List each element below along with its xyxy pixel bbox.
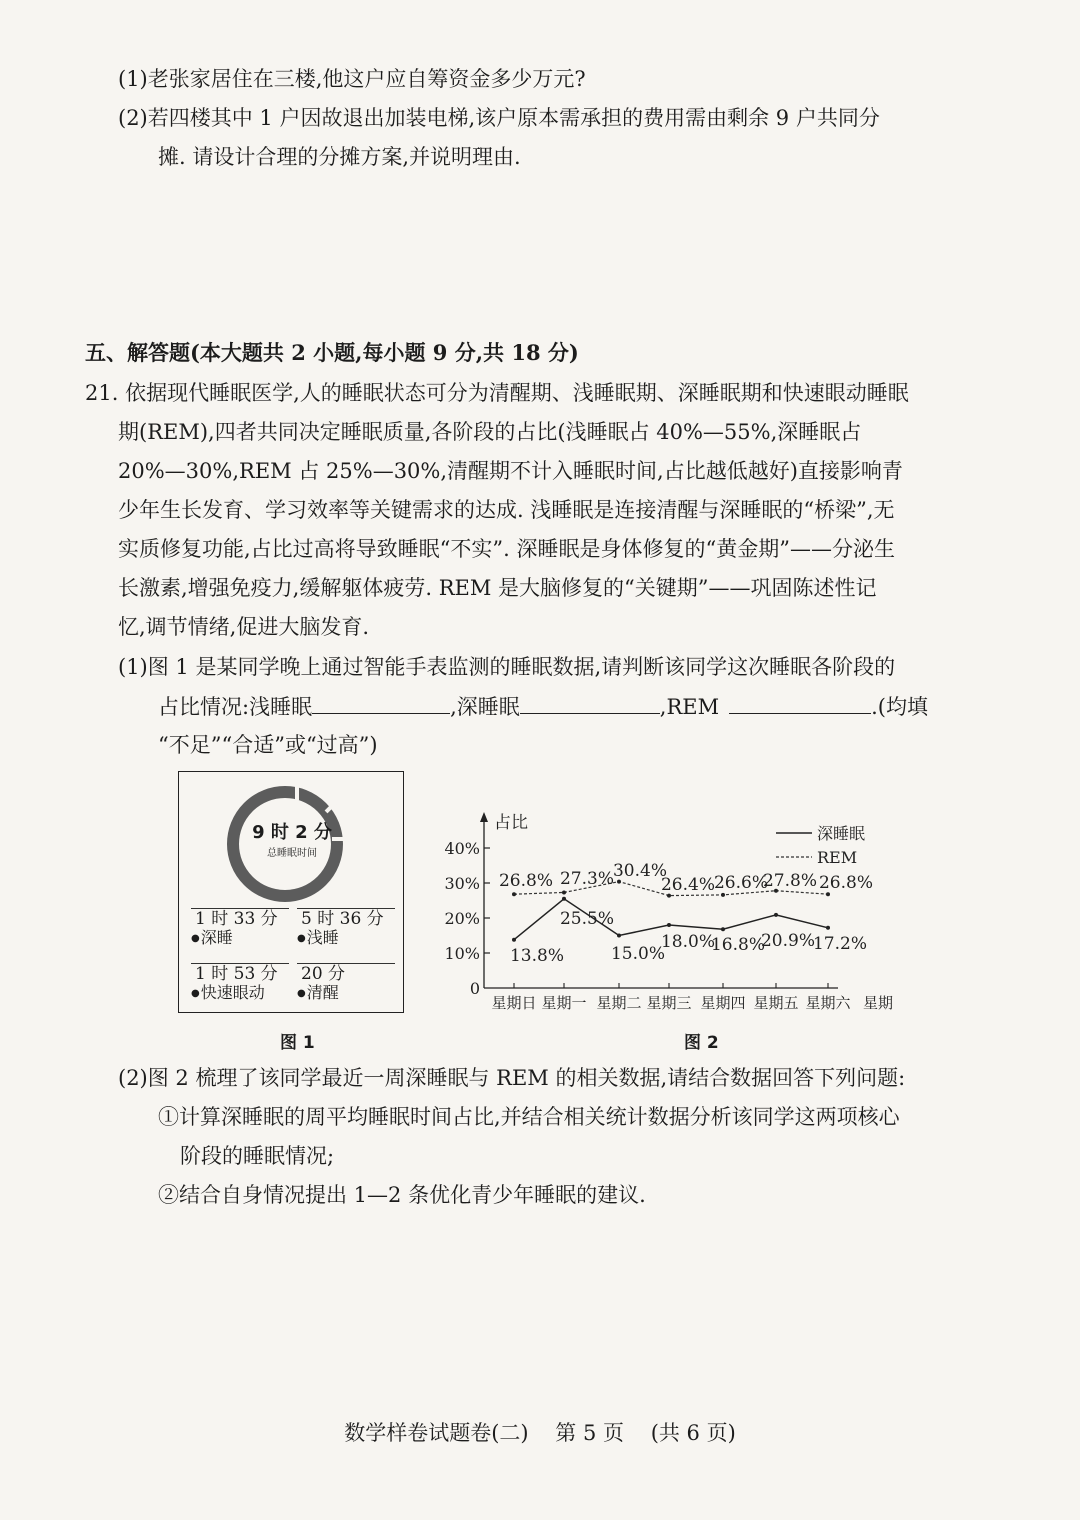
q21-part2: (2)图 2 梳理了该同学最近一周深睡眠与 REM 的相关数据,请结合数据回答下列问题:: [118, 1066, 906, 1090]
deep-sleep-data-label: 17.2%: [812, 934, 868, 954]
deep-sleep-data-label: 13.8%: [509, 946, 565, 966]
legend-rem-label: REM: [817, 848, 858, 867]
bullet-dot-icon: ●: [297, 987, 306, 999]
stat-label-row: [191, 984, 289, 1003]
figure2-caption: 图 2: [684, 1033, 719, 1053]
x-tick-label: 星期六: [805, 994, 851, 1012]
answer-blank-deep-sleep[interactable]: [520, 691, 660, 714]
q21-intro-line: 期(REM),四者共同决定睡眠质量,各阶段的占比(浅睡眠占 40%—55%,深睡眠占: [118, 420, 862, 444]
rem-data-label: 26.6%: [713, 873, 769, 893]
rem-data-label: 26.4%: [660, 875, 716, 895]
q21-intro-line: 实质修复功能,占比过高将导致睡眠“不实”. 深睡眠是身体修复的“黄金期”——分泌生: [118, 537, 895, 561]
deep-sleep-point: [826, 926, 830, 930]
x-tick-label: 星期一: [541, 994, 587, 1012]
rem-data-label: 27.8%: [762, 871, 818, 891]
stat-time: 20 分: [301, 964, 346, 984]
y-tick-label: 0: [469, 979, 480, 998]
stat-deep-sleep: [191, 908, 289, 948]
deep-sleep-point: [774, 913, 778, 917]
deep-sleep-point: [617, 934, 621, 938]
stat-label: 清醒: [306, 983, 339, 1002]
x-tick-label: 星期四: [700, 994, 746, 1012]
q21-part1-text: .(均填: [871, 695, 928, 719]
stat-label-row: [297, 984, 395, 1003]
stat-label: 浅睡: [306, 928, 339, 947]
q21-part2-sub1-line2: 阶段的睡眠情况;: [180, 1144, 335, 1168]
q20-part2-line1: (2)若四楼其中 1 户因故退出加装电梯,该户原本需承担的费用需由剩余 9 户共同分: [118, 106, 880, 130]
y-tick-label: 40%: [444, 839, 480, 858]
q21-part2-sub1-line1: ①计算深睡眠的周平均睡眠时间占比,并结合相关统计数据分析该同学这两项核心: [158, 1105, 900, 1129]
y-axis-label: 占比: [494, 813, 528, 833]
bullet-dot-icon: ●: [191, 987, 200, 999]
figure1-caption: 图 1: [280, 1033, 315, 1053]
footer-title: 数学样卷试题卷(二): [344, 1421, 529, 1445]
q20-part2-line2: 摊. 请设计合理的分摊方案,并说明理由.: [158, 145, 521, 169]
deep-sleep-point: [512, 938, 516, 942]
q21-intro-line: 忆,调节情绪,促进大脑发育.: [118, 615, 370, 639]
bullet-dot-icon: ●: [297, 932, 306, 944]
footer-total: (共 6 页): [650, 1421, 736, 1445]
rem-data-label: 26.8%: [498, 871, 554, 891]
x-tick-label: 星期五: [753, 994, 799, 1012]
rem-data-label: 27.3%: [559, 869, 615, 889]
deep-sleep-point: [721, 927, 725, 931]
total-sleep-time: 9 时 2 分: [252, 822, 332, 843]
stat-awake: [297, 963, 395, 1003]
rem-point: [562, 890, 566, 894]
stat-light-sleep: [297, 908, 395, 948]
q21-part1-text: ,REM: [659, 695, 720, 719]
x-tick-label: 星期日: [491, 994, 537, 1012]
deep-sleep-data-label: 16.8%: [710, 935, 766, 955]
y-tick-label: 10%: [444, 944, 480, 963]
section-heading: 五、解答题(本大题共 2 小题,每小题 9 分,共 18 分): [85, 340, 579, 365]
footer-page: 第 5 页: [555, 1421, 624, 1445]
y-tick-label: 30%: [444, 874, 480, 893]
figure1-watch-panel: [178, 771, 404, 1013]
x-tick-label: 星期三: [646, 994, 692, 1012]
q21-part1-text: ,深睡眠: [450, 695, 520, 719]
q21-intro-line: 20%—30%,REM 占 25%—30%,清醒期不计入睡眠时间,占比越低越好)直接影响青: [118, 459, 903, 483]
q21-part1-text: 占比情况:浅睡眠: [158, 695, 313, 719]
rem-data-label: 26.8%: [818, 873, 874, 893]
bullet-dot-icon: ●: [191, 932, 200, 944]
q21-intro-line: 长激素,增强免疫力,缓解躯体疲劳. REM 是大脑修复的“关键期”——巩固陈述性记: [118, 576, 877, 600]
q21-part1-line2: [158, 691, 928, 722]
figure2-line-chart: [430, 800, 930, 1025]
answer-blank-light-sleep[interactable]: [312, 691, 450, 714]
deep-sleep-data-label: 15.0%: [610, 944, 666, 964]
y-tick-label: 20%: [444, 909, 480, 928]
deep-sleep-point: [667, 923, 671, 927]
stat-time: 1 时 33 分: [195, 909, 278, 929]
stat-rem: [191, 963, 289, 1003]
q21-part2-sub2: ②结合自身情况提出 1—2 条优化青少年睡眠的建议.: [158, 1183, 646, 1207]
stat-label: 快速眼动: [200, 983, 265, 1002]
stat-time: 5 时 36 分: [301, 909, 384, 929]
stat-time: 1 时 53 分: [195, 964, 278, 984]
stat-label: 深睡: [200, 928, 233, 947]
deep-sleep-data-label: 25.5%: [559, 909, 615, 929]
q21-intro-line: 21. 依据现代睡眠医学,人的睡眠状态可分为清醒期、浅睡眠期、深睡眠期和快速眼动睡眠: [85, 381, 909, 405]
rem-data-label: 30.4%: [612, 861, 668, 881]
stat-label-row: [191, 929, 289, 948]
q21-part1-line3: “不足”“合适”或“过高”): [158, 733, 378, 757]
total-sleep-label: 总睡眠时间: [267, 848, 317, 859]
deep-sleep-data-label: 18.0%: [660, 932, 716, 952]
rem-point: [721, 893, 725, 897]
ring-segment-gap: [295, 786, 299, 800]
rem-point: [512, 892, 516, 896]
q21-intro-line: 少年生长发育、学习效率等关键需求的达成. 浅睡眠是连接清醒与深睡眠的“桥梁”,无: [118, 498, 895, 522]
x-axis-label: 星期: [862, 994, 894, 1012]
deep-sleep-data-label: 20.9%: [760, 931, 816, 951]
y-axis-arrow-icon: [480, 812, 488, 822]
page-footer: [0, 1417, 1080, 1447]
x-tick-label: 星期二: [596, 994, 642, 1012]
answer-blank-rem[interactable]: [729, 691, 871, 714]
stat-label-row: [297, 929, 395, 948]
deep-sleep-point: [562, 897, 566, 901]
q21-part1-line1: (1)图 1 是某同学晚上通过智能手表监测的睡眠数据,请判断该同学这次睡眠各阶段的: [118, 655, 896, 679]
q20-part1: (1)老张家居住在三楼,他这户应自筹资金多少万元?: [118, 67, 586, 91]
legend-deep-sleep-label: 深睡眠: [817, 824, 866, 843]
